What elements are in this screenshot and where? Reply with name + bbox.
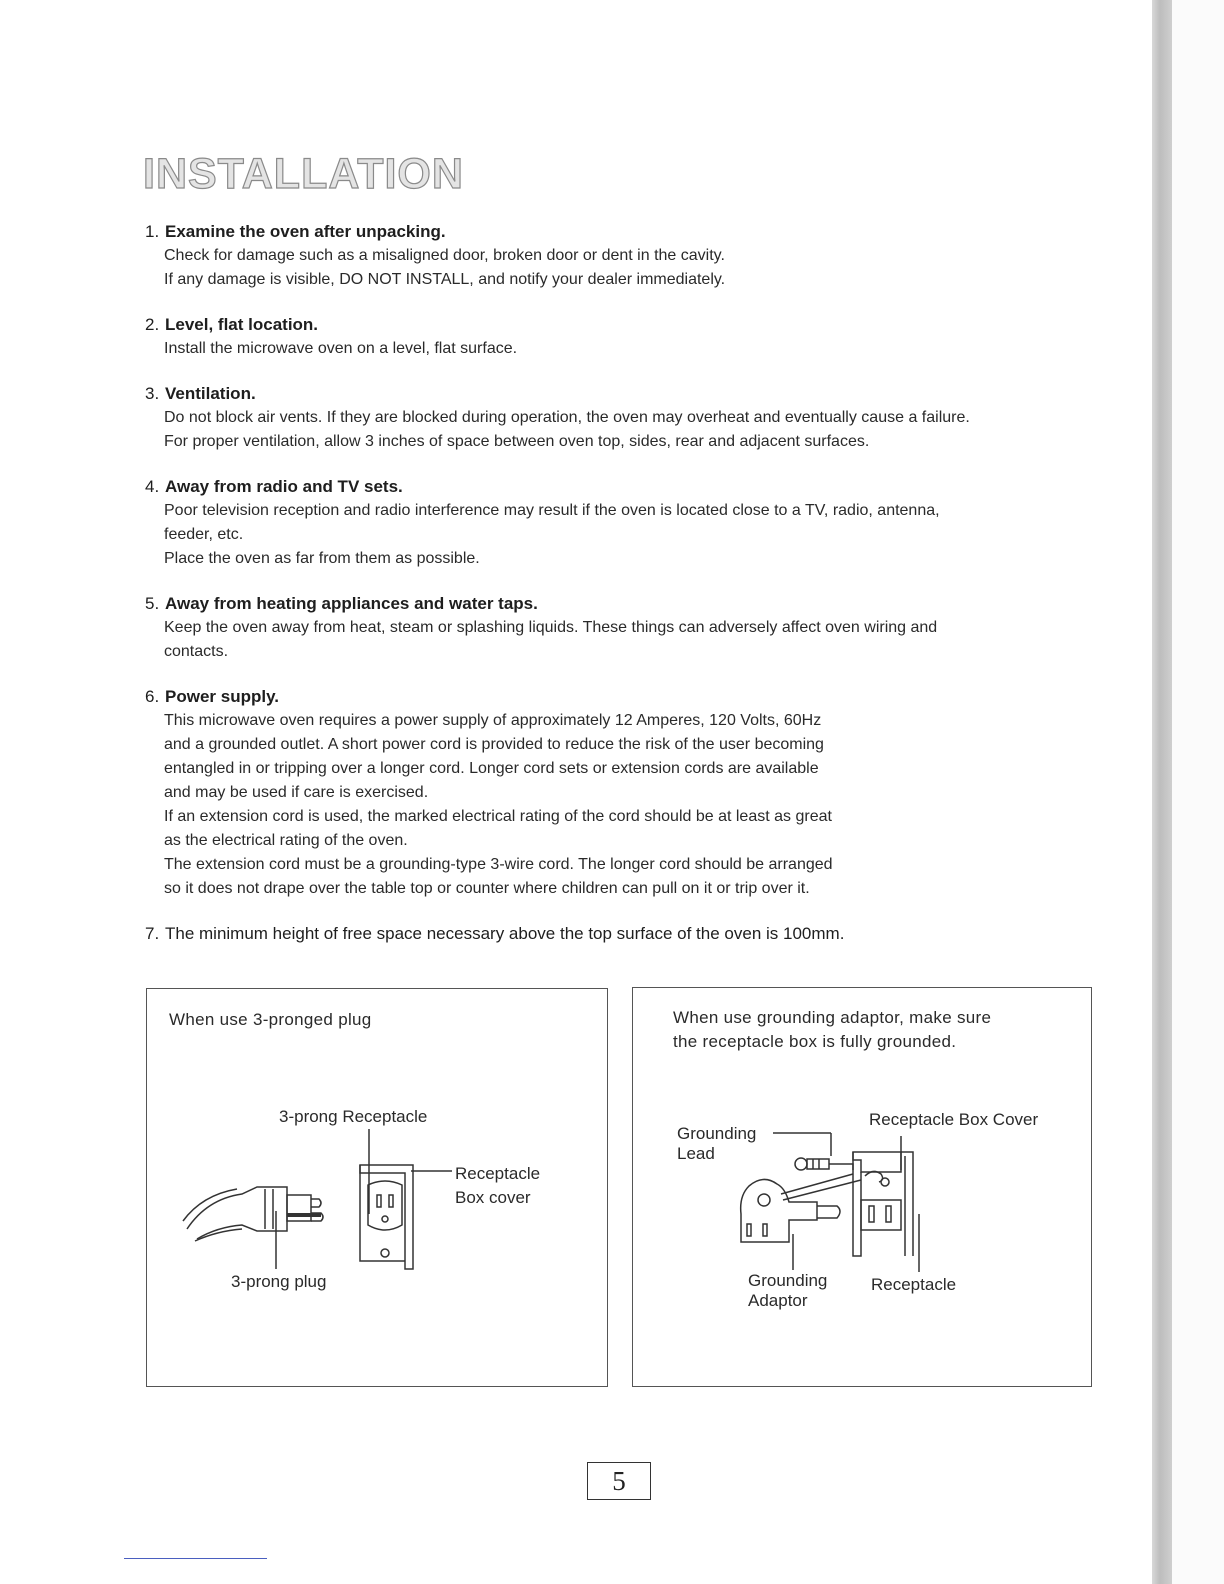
grounding-adaptor-illustration <box>633 988 1091 1386</box>
item-text: entangled in or tripping over a longer cord. Longer cord sets or extension cords are available <box>164 760 819 777</box>
page-margin <box>1172 0 1224 1584</box>
item-text: If an extension cord is used, the marked electrical rating of the cord should be at least as great <box>164 808 832 825</box>
item-text: This microwave oven requires a power supply of approximately 12 Amperes, 120 Volts, 60Hz <box>164 712 822 729</box>
grounding-adaptor-label: Grounding <box>748 1271 828 1290</box>
figure-grounding-adaptor <box>632 987 1092 1387</box>
item-heading: Away from heating appliances and water taps. <box>165 594 538 613</box>
footer-rule <box>124 1558 267 1559</box>
list-item <box>145 685 1105 901</box>
item-heading: Power supply. <box>165 687 279 706</box>
item-heading: Ventilation. <box>165 384 256 403</box>
item-text: Do not block air vents. If they are blocked during operation, the oven may overheat and eventually cause a failure. <box>164 409 970 426</box>
box-cover-label: Box cover <box>455 1188 531 1207</box>
item-heading: Level, flat location. <box>165 315 319 334</box>
item-text: For proper ventilation, allow 3 inches of space between oven top, sides, rear and adjacent surfaces. <box>164 433 870 450</box>
list-item <box>145 313 1105 361</box>
item-number: 7. <box>145 924 160 943</box>
item-text: If any damage is visible, DO NOT INSTALL, and notify your dealer immediately. <box>164 271 726 288</box>
grounding-lead-label: Grounding <box>677 1124 757 1143</box>
receptacle-label: Receptacle <box>871 1275 957 1294</box>
figure-title: the receptacle box is fully grounded. <box>673 1032 957 1051</box>
page-number: 5 <box>587 1462 651 1500</box>
receptacle-label: 3-prong Receptacle <box>279 1107 428 1126</box>
page-title: INSTALLATION <box>143 150 464 198</box>
list-item <box>145 475 1105 571</box>
item-text: feeder, etc. <box>164 526 244 543</box>
item-text: contacts. <box>164 643 229 660</box>
item-heading: Examine the oven after unpacking. <box>165 222 446 241</box>
figure-three-prong-plug <box>146 988 608 1387</box>
item-text: Place the oven as far from them as possible. <box>164 550 480 567</box>
item-text: so it does not drape over the table top or counter where children can pull on it or trip over it. <box>164 880 810 897</box>
item-heading: Away from radio and TV sets. <box>165 477 403 496</box>
list-item <box>145 220 1105 292</box>
item-text: Keep the oven away from heat, steam or splashing liquids. These things can adversely affect oven wiring and <box>164 619 938 636</box>
figure-title: When use grounding adaptor, make sure <box>673 1008 992 1027</box>
list-item <box>145 922 1105 946</box>
list-item <box>145 592 1105 664</box>
item-number: 4. <box>145 477 160 496</box>
item-number: 5. <box>145 594 160 613</box>
receptacle-box-cover-label: Receptacle Box Cover <box>869 1110 1039 1129</box>
item-text: The extension cord must be a grounding-type 3-wire cord. The longer cord should be arranged <box>164 856 833 873</box>
item-text: Poor television reception and radio interference may result if the oven is located close to a TV, radio, antenna, <box>164 502 940 519</box>
list-item <box>145 382 1105 454</box>
item-text: and a grounded outlet. A short power cord is provided to reduce the risk of the user becoming <box>164 736 824 753</box>
item-number: 2. <box>145 315 160 334</box>
grounding-lead-label: Lead <box>677 1144 715 1163</box>
installation-list <box>145 220 1105 967</box>
item-number: 6. <box>145 687 160 706</box>
item-text: Install the microwave oven on a level, flat surface. <box>164 340 518 357</box>
item-text: as the electrical rating of the oven. <box>164 832 408 849</box>
item-text: Check for damage such as a misaligned door, broken door or dent in the cavity. <box>164 247 725 264</box>
item-text: The minimum height of free space necessary above the top surface of the oven is 100mm. <box>165 924 845 943</box>
grounding-adaptor-label: Adaptor <box>748 1291 808 1310</box>
plug-label: 3-prong plug <box>231 1272 327 1291</box>
item-number: 3. <box>145 384 160 403</box>
three-prong-plug-illustration <box>147 989 607 1386</box>
figure-title: When use 3-pronged plug <box>169 1010 372 1029</box>
scan-edge-shadow <box>1152 0 1172 1584</box>
item-text: and may be used if care is exercised. <box>164 784 429 801</box>
item-number: 1. <box>145 222 160 241</box>
box-cover-label: Receptacle <box>455 1164 541 1183</box>
